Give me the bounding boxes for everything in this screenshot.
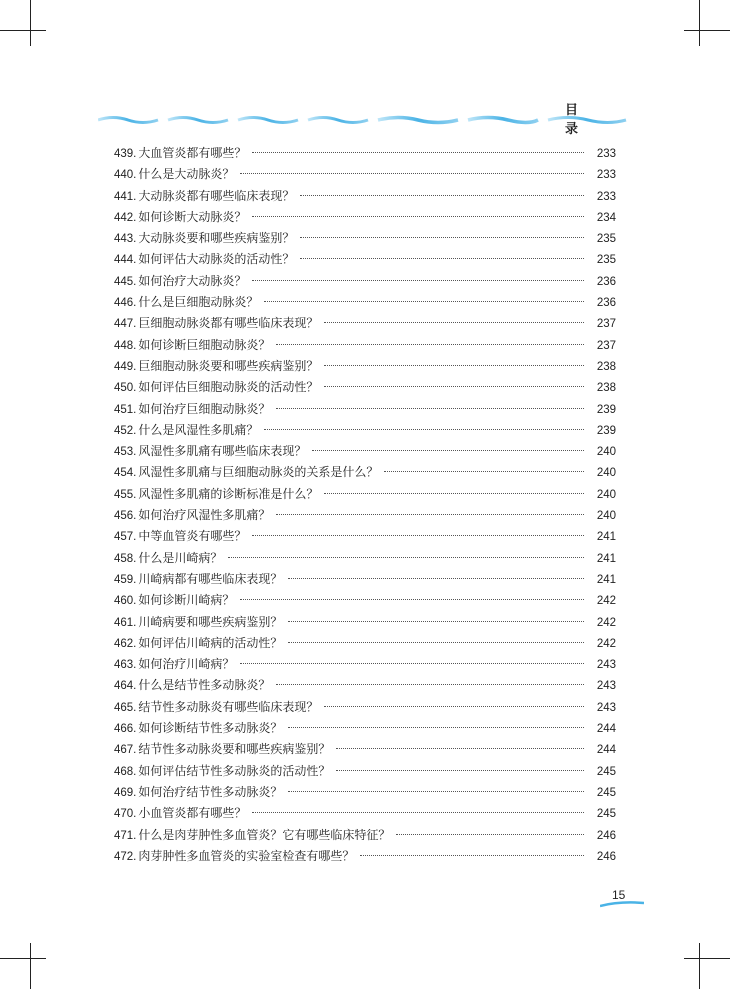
toc-entry[interactable] bbox=[114, 207, 616, 228]
toc-entry-page: 242 bbox=[596, 637, 616, 650]
toc-entry-title: 风湿性多肌痛的诊断标准是什么？ bbox=[138, 486, 319, 501]
toc-entry[interactable] bbox=[114, 356, 616, 377]
toc-entry-number: 451. bbox=[114, 403, 137, 416]
toc-entry[interactable] bbox=[114, 825, 616, 846]
toc-entry-title: 如何评估大动脉炎的活动性？ bbox=[138, 252, 295, 267]
toc-entry-page: 238 bbox=[596, 382, 616, 395]
toc-entry[interactable] bbox=[114, 675, 616, 696]
toc-entry-title: 肉芽肿性多血管炎的实验室检查有哪些？ bbox=[138, 848, 355, 863]
dot-leader bbox=[288, 620, 584, 622]
toc-entry[interactable] bbox=[114, 377, 616, 398]
toc-entry-page: 242 bbox=[596, 595, 616, 608]
toc-entry-title: 大血管炎都有哪些？ bbox=[138, 146, 247, 160]
toc-entry-page: 240 bbox=[596, 467, 616, 480]
dot-leader bbox=[276, 407, 584, 409]
dot-leader bbox=[288, 726, 584, 728]
toc-entry-number: 444. bbox=[114, 254, 137, 267]
dot-leader bbox=[288, 577, 584, 579]
dot-leader bbox=[252, 534, 584, 536]
toc-entry-title: 如何诊断巨细胞动脉炎？ bbox=[138, 337, 271, 352]
toc-entry[interactable] bbox=[114, 484, 616, 505]
dot-leader bbox=[324, 705, 584, 707]
page-number: 15 bbox=[612, 888, 626, 902]
toc-entry-page: 241 bbox=[596, 552, 616, 565]
toc-entry-title: 如何治疗川崎病？ bbox=[138, 657, 235, 672]
toc-entry-page: 237 bbox=[596, 339, 616, 352]
toc-entry-number: 464. bbox=[114, 680, 137, 693]
dot-leader bbox=[276, 683, 584, 685]
toc-entry-page: 240 bbox=[596, 510, 616, 523]
toc-entry-title: 什么是川崎病？ bbox=[138, 550, 223, 565]
toc-entry-title: 如何治疗风湿性多肌痛？ bbox=[138, 508, 271, 523]
toc-entry-number: 461. bbox=[114, 616, 137, 629]
toc-entry-page: 233 bbox=[596, 148, 616, 160]
toc-entry-number: 455. bbox=[114, 488, 137, 501]
toc-entry-title: 什么是大动脉炎？ bbox=[138, 167, 235, 182]
toc-entry[interactable] bbox=[114, 292, 616, 313]
toc-entry[interactable] bbox=[114, 633, 616, 654]
toc-entry-number: 454. bbox=[114, 467, 137, 480]
toc-entry-title: 如何治疗结节性多动脉炎？ bbox=[138, 784, 283, 799]
dot-leader bbox=[252, 215, 584, 217]
dot-leader bbox=[264, 300, 584, 302]
dot-leader bbox=[336, 747, 584, 749]
toc-entry-number: 458. bbox=[114, 552, 137, 565]
toc-entry[interactable] bbox=[114, 335, 616, 356]
toc-entry-title: 大动脉炎都有哪些临床表现？ bbox=[138, 188, 295, 203]
toc-entry-title: 如何诊断大动脉炎？ bbox=[138, 209, 247, 224]
toc-entry[interactable] bbox=[114, 249, 616, 270]
toc-entry[interactable] bbox=[114, 654, 616, 675]
toc-entry-page: 241 bbox=[596, 531, 616, 544]
toc-entry-title: 如何评估巨细胞动脉炎的活动性？ bbox=[138, 380, 319, 395]
toc-entry-page: 241 bbox=[596, 573, 616, 586]
dot-leader bbox=[336, 769, 584, 771]
dot-leader bbox=[324, 385, 584, 387]
dot-leader bbox=[264, 428, 584, 430]
toc-entry-title: 如何治疗巨细胞动脉炎？ bbox=[138, 401, 271, 416]
toc-entry-number: 449. bbox=[114, 360, 137, 373]
toc-entry-number: 457. bbox=[114, 531, 137, 544]
toc-entry[interactable] bbox=[114, 718, 616, 739]
toc-entry-title: 风湿性多肌痛与巨细胞动脉炎的关系是什么？ bbox=[138, 465, 379, 480]
table-of-contents bbox=[114, 143, 616, 867]
toc-entry-title: 大动脉炎要和哪些疾病鉴别？ bbox=[138, 231, 295, 246]
toc-entry-page: 240 bbox=[596, 488, 616, 501]
toc-entry-title: 巨细胞动脉炎都有哪些临床表现？ bbox=[138, 316, 319, 331]
toc-entry-title: 小血管炎都有哪些？ bbox=[138, 806, 247, 821]
toc-entry-page: 246 bbox=[596, 829, 616, 842]
toc-entry-page: 245 bbox=[596, 765, 616, 778]
toc-entry-page: 234 bbox=[596, 211, 616, 224]
toc-entry-number: 469. bbox=[114, 786, 137, 799]
toc-entry-title: 如何诊断结节性多动脉炎？ bbox=[138, 721, 283, 736]
toc-entry-title: 川崎病要和哪些疾病鉴别？ bbox=[138, 614, 283, 629]
toc-entry-title: 如何治疗大动脉炎？ bbox=[138, 273, 247, 288]
page-number-swoosh-icon bbox=[600, 900, 644, 908]
toc-entry-title: 川崎病都有哪些临床表现？ bbox=[138, 571, 283, 586]
toc-entry-page: 243 bbox=[596, 701, 616, 714]
dot-leader bbox=[324, 364, 584, 366]
toc-entry-title: 中等血管炎有哪些？ bbox=[138, 529, 247, 544]
dot-leader bbox=[252, 811, 584, 813]
toc-entry-number: 467. bbox=[114, 744, 137, 757]
toc-entry-number: 439. bbox=[114, 148, 137, 160]
dot-leader bbox=[300, 236, 584, 238]
toc-entry-page: 239 bbox=[596, 403, 616, 416]
toc-entry-title: 什么是结节性多动脉炎？ bbox=[138, 678, 271, 693]
toc-entry-page: 245 bbox=[596, 786, 616, 799]
toc-entry[interactable] bbox=[114, 569, 616, 590]
toc-entry[interactable] bbox=[114, 143, 616, 164]
toc-entry-title: 如何评估川崎病的活动性？ bbox=[138, 635, 283, 650]
toc-entry-number: 459. bbox=[114, 573, 137, 586]
toc-entry[interactable] bbox=[114, 697, 616, 718]
dot-leader bbox=[252, 151, 584, 153]
toc-entry[interactable] bbox=[114, 164, 616, 185]
dot-leader bbox=[240, 172, 584, 174]
dot-leader bbox=[276, 513, 584, 515]
toc-entry-number: 460. bbox=[114, 595, 137, 608]
toc-entry-number: 456. bbox=[114, 510, 137, 523]
toc-entry-number: 462. bbox=[114, 637, 137, 650]
toc-entry-number: 452. bbox=[114, 424, 137, 437]
toc-entry[interactable] bbox=[114, 441, 616, 462]
toc-entry[interactable] bbox=[114, 462, 616, 483]
toc-entry-page: 243 bbox=[596, 680, 616, 693]
dot-leader bbox=[240, 662, 584, 664]
dot-leader bbox=[288, 641, 584, 643]
toc-entry-title: 结节性多动脉炎有哪些临床表现？ bbox=[138, 699, 319, 714]
toc-entry-number: 468. bbox=[114, 765, 137, 778]
toc-entry[interactable] bbox=[114, 526, 616, 547]
dot-leader bbox=[360, 854, 584, 856]
toc-entry-title: 什么是风湿性多肌痛？ bbox=[138, 422, 259, 437]
toc-entry-number: 470. bbox=[114, 808, 137, 821]
toc-entry-page: 246 bbox=[596, 850, 616, 863]
toc-entry-page: 244 bbox=[596, 723, 616, 736]
toc-entry[interactable] bbox=[114, 612, 616, 633]
toc-entry-number: 450. bbox=[114, 382, 137, 395]
toc-entry-page: 239 bbox=[596, 424, 616, 437]
toc-entry-page: 243 bbox=[596, 659, 616, 672]
dot-leader bbox=[324, 321, 584, 323]
dot-leader bbox=[240, 598, 584, 600]
dot-leader bbox=[276, 343, 584, 345]
toc-entry[interactable] bbox=[114, 505, 616, 526]
toc-entry[interactable] bbox=[114, 271, 616, 292]
dot-leader bbox=[396, 833, 584, 835]
toc-entry-title: 什么是巨细胞动脉炎？ bbox=[138, 295, 259, 310]
header-wave-decoration bbox=[98, 113, 628, 125]
toc-entry[interactable] bbox=[114, 186, 616, 207]
dot-leader bbox=[300, 257, 584, 259]
toc-entry[interactable] bbox=[114, 590, 616, 611]
toc-entry-number: 442. bbox=[114, 211, 137, 224]
toc-entry-number: 465. bbox=[114, 701, 137, 714]
toc-entry-page: 233 bbox=[596, 169, 616, 182]
toc-entry-title: 如何诊断川崎病？ bbox=[138, 593, 235, 608]
toc-entry-number: 453. bbox=[114, 446, 137, 459]
toc-entry[interactable] bbox=[114, 228, 616, 249]
toc-entry-title: 巨细胞动脉炎要和哪些疾病鉴别？ bbox=[138, 358, 319, 373]
toc-entry-title: 什么是肉芽肿性多血管炎？它有哪些临床特征？ bbox=[138, 827, 391, 842]
toc-entry-number: 445. bbox=[114, 275, 137, 288]
toc-entry-page: 240 bbox=[596, 446, 616, 459]
toc-entry[interactable] bbox=[114, 548, 616, 569]
dot-leader bbox=[228, 556, 584, 558]
toc-entry[interactable] bbox=[114, 313, 616, 334]
toc-entry-page: 245 bbox=[596, 808, 616, 821]
toc-entry-number: 440. bbox=[114, 169, 137, 182]
toc-entry-title: 风湿性多肌痛有哪些临床表现？ bbox=[138, 444, 307, 459]
toc-entry-page: 235 bbox=[596, 254, 616, 267]
toc-entry[interactable] bbox=[114, 761, 616, 782]
toc-entry[interactable] bbox=[114, 739, 616, 760]
dot-leader bbox=[252, 279, 584, 281]
toc-entry-page: 242 bbox=[596, 616, 616, 629]
toc-entry-page: 236 bbox=[596, 275, 616, 288]
toc-entry-page: 244 bbox=[596, 744, 616, 757]
dot-leader bbox=[300, 194, 584, 196]
toc-entry[interactable] bbox=[114, 846, 616, 867]
toc-entry-title: 如何评估结节性多动脉炎的活动性？ bbox=[138, 763, 331, 778]
dot-leader bbox=[312, 449, 584, 451]
running-header-title: 目 录 bbox=[565, 103, 593, 137]
dot-leader bbox=[288, 790, 584, 792]
toc-entry-number: 463. bbox=[114, 659, 137, 672]
toc-entry-number: 448. bbox=[114, 339, 137, 352]
toc-entry-number: 446. bbox=[114, 297, 137, 310]
toc-entry[interactable] bbox=[114, 803, 616, 824]
dot-leader bbox=[384, 470, 584, 472]
dot-leader bbox=[324, 492, 584, 494]
toc-entry[interactable] bbox=[114, 399, 616, 420]
toc-entry-number: 466. bbox=[114, 723, 137, 736]
toc-entry-page: 237 bbox=[596, 318, 616, 331]
toc-entry-number: 471. bbox=[114, 829, 137, 842]
toc-entry-number: 443. bbox=[114, 233, 137, 246]
toc-entry-page: 233 bbox=[596, 190, 616, 203]
toc-entry[interactable] bbox=[114, 782, 616, 803]
toc-entry-number: 472. bbox=[114, 850, 137, 863]
toc-entry-page: 235 bbox=[596, 233, 616, 246]
toc-entry-title: 结节性多动脉炎要和哪些疾病鉴别？ bbox=[138, 742, 331, 757]
toc-entry-page: 238 bbox=[596, 360, 616, 373]
toc-entry-number: 447. bbox=[114, 318, 137, 331]
toc-entry-number: 441. bbox=[114, 190, 137, 203]
toc-entry[interactable] bbox=[114, 420, 616, 441]
toc-entry-page: 236 bbox=[596, 297, 616, 310]
